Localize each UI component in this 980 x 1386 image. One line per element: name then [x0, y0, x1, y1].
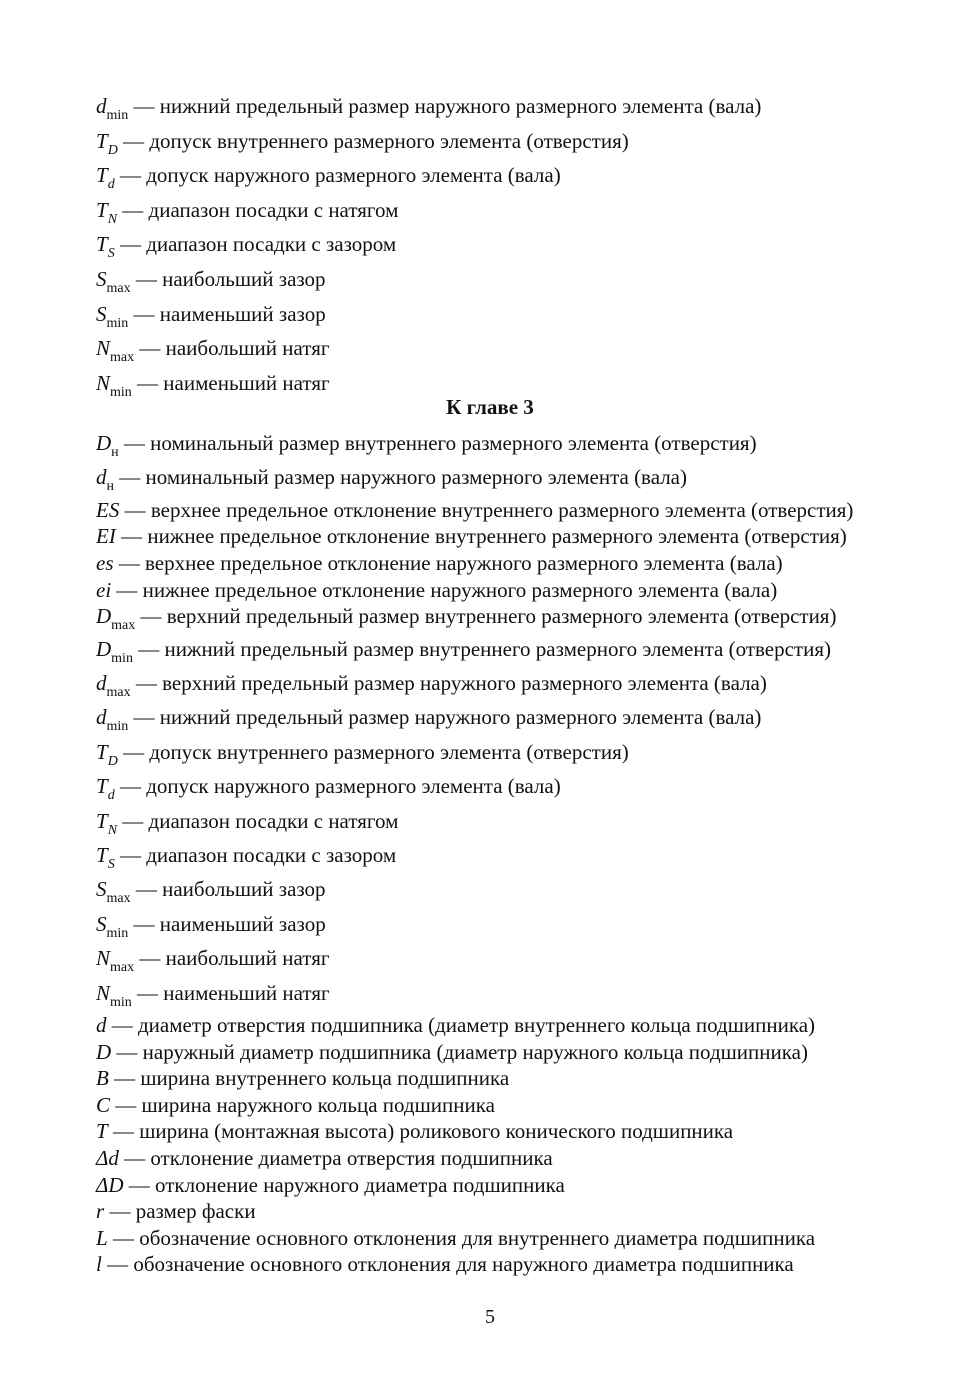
definition: — наибольший зазор: [130, 266, 326, 291]
symbol: d: [96, 1013, 107, 1038]
definition: — допуск наружного размерного элемента (вала): [114, 774, 561, 799]
list-item: [96, 1225, 896, 1252]
symbol: $S_{min}$: [96, 911, 129, 941]
list-item: [96, 1251, 896, 1278]
symbol: ES: [96, 497, 120, 522]
definition: — нижний предельный размер наружного размерного элемента (вала): [128, 94, 762, 118]
definition: — верхнее предельное отклонение наружного размерного элемента (вала): [113, 550, 783, 575]
symbol-list-chapter3: [96, 428, 896, 1278]
definition: — верхний предельный размер внутреннего размерного элемента (отверстия): [135, 604, 837, 629]
definition: — нижнее предельное отклонение наружного размерного элемента (вала): [111, 577, 778, 602]
list-item: [96, 1092, 896, 1119]
definition: — нижнее предельное отклонение внутреннего размерного элемента (отверстия): [115, 524, 847, 549]
symbol: $S_{max}$: [96, 266, 131, 296]
symbol: B: [96, 1066, 109, 1091]
list-item: [96, 1118, 896, 1145]
symbol: T: [96, 1119, 108, 1144]
list-item: [96, 603, 896, 634]
list-item: [96, 497, 896, 524]
symbol: $N_{max}$: [96, 946, 135, 976]
symbol: es: [96, 550, 114, 575]
symbol: $D_{min}$: [96, 636, 133, 666]
list-item: [96, 634, 896, 668]
symbol: $T_S$: [96, 232, 115, 262]
definition: — наружный диаметр подшипника (диаметр наружного кольца подшипника): [111, 1039, 808, 1064]
list-item: [96, 333, 896, 368]
list-item: [96, 126, 896, 161]
definition: — допуск внутреннего размерного элемента (отверстия): [117, 128, 629, 153]
definition: — отклонение диаметра отверстия подшипника: [118, 1146, 553, 1171]
symbol: l: [96, 1252, 102, 1277]
list-item: [96, 229, 896, 264]
list-item: [96, 160, 896, 195]
list-item: [96, 737, 896, 771]
definition: — диапазон посадки с натягом: [117, 197, 399, 222]
list-item: [96, 264, 896, 299]
symbol: $D_{max}$: [96, 604, 136, 634]
definition: — номинальный размер наружного размерного элемента (вала): [114, 465, 687, 490]
symbol: $d_н$: [96, 465, 114, 495]
symbol: $d_{max}$: [96, 671, 131, 700]
symbol: $d_{min}$: [96, 94, 129, 123]
symbol: $N_{max}$: [96, 336, 135, 366]
symbol: ΔD: [96, 1172, 124, 1197]
section-heading: К главе 3: [446, 395, 534, 419]
definition: — обозначение основного отклонения для внутреннего диаметра подшипника: [107, 1225, 816, 1250]
list-item: [96, 1145, 896, 1172]
list-item: [96, 806, 896, 840]
symbol: $T_S$: [96, 843, 115, 873]
definition: — ширина внутреннего кольца подшипника: [108, 1066, 510, 1091]
symbol: $N_{min}$: [96, 370, 132, 400]
definition: — наибольший натяг: [134, 336, 330, 361]
list-item: [96, 523, 896, 550]
definition: — номинальный размер внутреннего размерного элемента (отверстия): [118, 431, 757, 455]
definition: — наименьший натяг: [131, 370, 330, 395]
list-item: [96, 195, 896, 230]
list-item: [96, 840, 896, 874]
list-item: [96, 1065, 896, 1092]
definition: — диаметр отверстия подшипника (диаметр внутреннего кольца подшипника): [106, 1013, 816, 1038]
definition: — наибольший зазор: [130, 877, 326, 902]
definition: — размер фаски: [104, 1199, 256, 1224]
symbol: L: [96, 1225, 108, 1250]
list-item: [96, 428, 896, 462]
list-item: [96, 577, 896, 604]
definition: — наибольший натяг: [134, 946, 330, 971]
definition: — диапазон посадки с зазором: [114, 843, 397, 868]
list-item: [96, 702, 896, 736]
symbol: $T_d$: [96, 774, 115, 804]
list-item: [96, 462, 896, 496]
symbol: $S_{max}$: [96, 877, 131, 907]
symbol: $T_d$: [96, 163, 115, 193]
list-item: [96, 978, 896, 1012]
list-item: [96, 1012, 896, 1039]
definition: — диапазон посадки с натягом: [117, 808, 399, 833]
symbol: $T_D$: [96, 739, 118, 769]
page-number: 5: [485, 1306, 495, 1328]
list-item: [96, 874, 896, 908]
list-item: [96, 299, 896, 334]
list-item: [96, 668, 896, 702]
symbol: $N_{min}$: [96, 980, 132, 1010]
definition: — обозначение основного отклонения для наружного диаметра подшипника: [101, 1252, 794, 1277]
symbol: $T_N$: [96, 808, 118, 838]
symbol: $T_D$: [96, 128, 118, 158]
list-item: [96, 91, 896, 126]
definition: — нижний предельный размер внутреннего размерного элемента (отверстия): [132, 636, 831, 661]
symbol: $D_н$: [96, 431, 119, 460]
symbol: $T_N$: [96, 197, 118, 227]
symbol: D: [96, 1039, 112, 1064]
list-item: [96, 1039, 896, 1066]
symbol: C: [96, 1092, 111, 1117]
definition: — ширина (монтажная высота) роликового конического подшипника: [107, 1119, 734, 1144]
list-item: [96, 943, 896, 977]
list-item: [96, 1198, 896, 1225]
list-item: [96, 550, 896, 577]
symbol: Δd: [96, 1146, 119, 1171]
definition: — наименьший зазор: [128, 911, 326, 936]
definition: — допуск внутреннего размерного элемента (отверстия): [117, 739, 629, 764]
symbol: $d_{min}$: [96, 705, 129, 735]
list-item: [96, 771, 896, 805]
list-item: [96, 1172, 896, 1199]
definition: — ширина наружного кольца подшипника: [110, 1092, 495, 1117]
definition: — отклонение наружного диаметра подшипника: [123, 1172, 565, 1197]
definition: — диапазон посадки с зазором: [114, 232, 397, 257]
symbol: ei: [96, 577, 112, 602]
list-item: [96, 909, 896, 943]
definition: — верхний предельный размер наружного размерного элемента (вала): [130, 671, 767, 695]
symbol: $S_{min}$: [96, 301, 129, 331]
definition: — нижний предельный размер наружного размерного элемента (вала): [128, 705, 762, 730]
symbol-list-top: [96, 91, 896, 402]
definition: — наименьший натяг: [131, 980, 330, 1005]
definition: — наименьший зазор: [128, 301, 326, 326]
definition: — верхнее предельное отклонение внутреннего размерного элемента (отверстия): [119, 497, 854, 522]
symbol: EI: [96, 524, 116, 549]
definition: — допуск наружного размерного элемента (вала): [114, 163, 561, 188]
symbol: r: [96, 1199, 105, 1224]
